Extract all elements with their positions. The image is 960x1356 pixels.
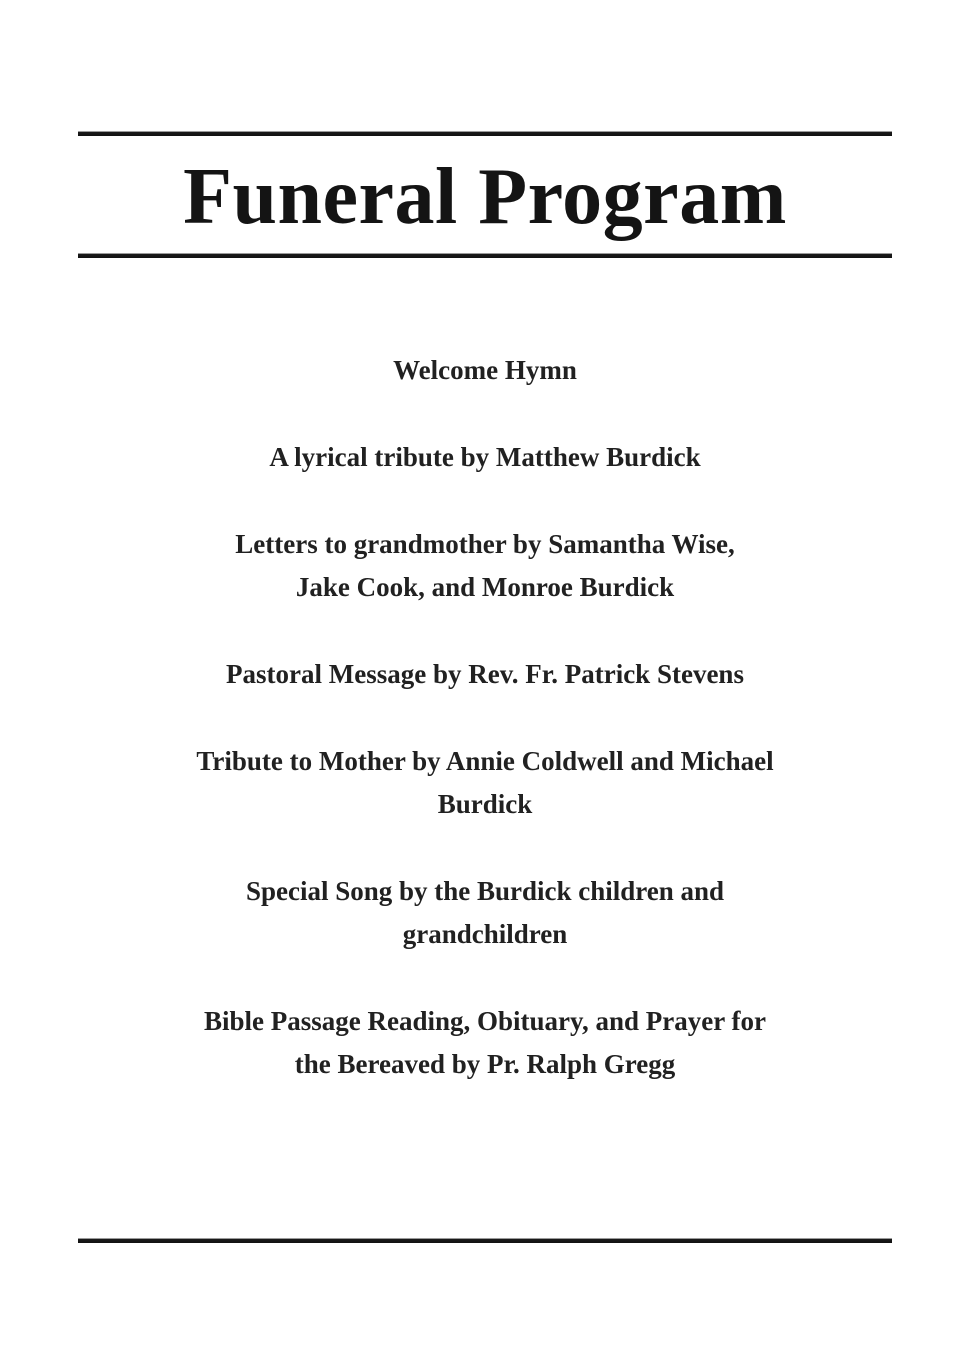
program-line: Pastoral Message by Rev. Fr. Patrick Stevens [226, 659, 744, 689]
program-line: grandchildren [402, 919, 568, 949]
program-list [78, 349, 892, 1086]
program-line: Bible Passage Reading, Obituary, and Prayer for [203, 1006, 766, 1036]
program-item-welcome-hymn [78, 349, 892, 392]
program-item-tribute-to-mother [78, 740, 892, 826]
program-line: the Bereaved by Pr. Ralph Gregg [294, 1049, 676, 1079]
program-line: Tribute to Mother by Annie Coldwell and Michael [196, 746, 774, 776]
program-line: A lyrical tribute by Matthew Burdick [269, 442, 701, 472]
title-band [78, 136, 892, 253]
program-item-bible-passage [78, 1000, 892, 1086]
program-line: Special Song by the Burdick children and [245, 876, 725, 906]
title-underline-rule [78, 253, 892, 258]
program-line: Burdick [437, 789, 533, 819]
program-line: Letters to grandmother by Samantha Wise, [235, 529, 735, 559]
program-line: Jake Cook, and Monroe Burdick [295, 572, 675, 602]
page-title: Funeral Program [183, 152, 787, 241]
program-item-pastoral-message [78, 653, 892, 696]
program-item-special-song [78, 870, 892, 956]
document-content [78, 0, 892, 1130]
program-item-letters-to-grandmother [78, 523, 892, 609]
program-item-lyrical-tribute [78, 436, 892, 479]
program-line: Welcome Hymn [393, 355, 577, 385]
bottom-rule [78, 1238, 892, 1243]
